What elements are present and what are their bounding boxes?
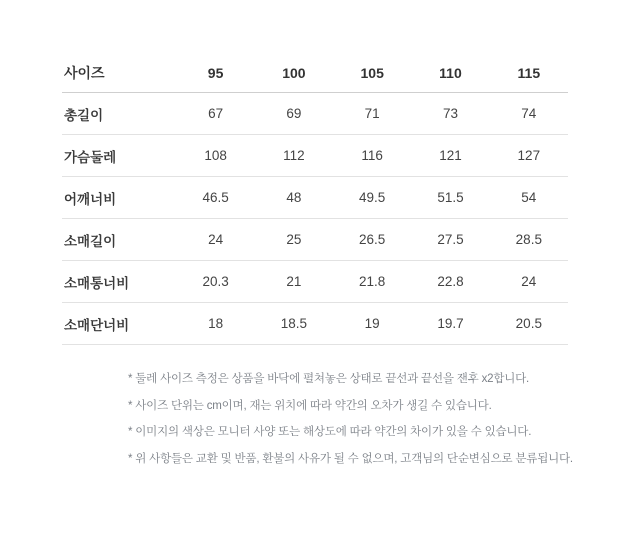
column-header-100: 100 xyxy=(255,54,333,93)
table-corner-header: 사이즈 xyxy=(62,54,176,93)
row-header-sleeve-length: 소매길이 xyxy=(62,219,176,261)
table-row xyxy=(62,261,568,303)
cell-cuff-width-100: 18.5 xyxy=(255,303,333,345)
cell-chest-110: 121 xyxy=(411,135,489,177)
column-header-105: 105 xyxy=(333,54,411,93)
cell-sleeve-length-95: 24 xyxy=(176,219,254,261)
cell-total-length-115: 74 xyxy=(490,93,568,135)
table-row xyxy=(62,93,568,135)
row-header-chest: 가슴둘레 xyxy=(62,135,176,177)
note-unit-tolerance: * 사이즈 단위는 cm이며, 재는 위치에 따라 약간의 오차가 생길 수 있습니다. xyxy=(128,399,492,412)
cell-sleeve-length-105: 26.5 xyxy=(333,219,411,261)
cell-cuff-width-110: 19.7 xyxy=(411,303,489,345)
notes-list xyxy=(128,372,588,478)
note-color-monitor: * 이미지의 색상은 모니터 사양 또는 해상도에 따라 약간의 차이가 있을 수 있습니다. xyxy=(128,426,532,439)
size-table-container xyxy=(62,54,568,345)
note-exchange-policy: * 위 사항들은 교환 및 반품, 환불의 사유가 될 수 없으며, 고객님의 단순변심으로 분류됩니다. xyxy=(128,452,573,465)
row-header-cuff-width: 소매단너비 xyxy=(62,303,176,345)
cell-shoulder-100: 48 xyxy=(255,177,333,219)
cell-sleeve-width-105: 21.8 xyxy=(333,261,411,303)
cell-cuff-width-105: 19 xyxy=(333,303,411,345)
cell-sleeve-width-115: 24 xyxy=(490,261,568,303)
table-row xyxy=(62,135,568,177)
cell-chest-115: 127 xyxy=(490,135,568,177)
row-header-shoulder: 어깨너비 xyxy=(62,177,176,219)
note-measurement-method: * 둘레 사이즈 측정은 상품을 바닥에 펼쳐놓은 상태로 끝선과 끝선을 잰후 x2합니다. xyxy=(128,373,530,385)
cell-sleeve-width-100: 21 xyxy=(255,261,333,303)
cell-chest-95: 108 xyxy=(176,135,254,177)
row-header-total-length: 총길이 xyxy=(62,93,176,135)
table-row xyxy=(62,219,568,261)
table-header xyxy=(62,54,568,93)
cell-chest-105: 116 xyxy=(333,135,411,177)
table-body xyxy=(62,93,568,345)
cell-shoulder-95: 46.5 xyxy=(176,177,254,219)
cell-sleeve-length-115: 28.5 xyxy=(490,219,568,261)
cell-chest-100: 112 xyxy=(255,135,333,177)
cell-shoulder-110: 51.5 xyxy=(411,177,489,219)
table-row xyxy=(62,177,568,219)
column-header-110: 110 xyxy=(411,54,489,93)
cell-sleeve-length-100: 25 xyxy=(255,219,333,261)
cell-total-length-100: 69 xyxy=(255,93,333,135)
table-header-row xyxy=(62,54,568,93)
cell-shoulder-115: 54 xyxy=(490,177,568,219)
cell-sleeve-width-110: 22.8 xyxy=(411,261,489,303)
cell-cuff-width-115: 20.5 xyxy=(490,303,568,345)
cell-sleeve-length-110: 27.5 xyxy=(411,219,489,261)
cell-total-length-105: 71 xyxy=(333,93,411,135)
column-header-95: 95 xyxy=(176,54,254,93)
table-row xyxy=(62,303,568,345)
cell-shoulder-105: 49.5 xyxy=(333,177,411,219)
row-header-sleeve-width: 소매통너비 xyxy=(62,261,176,303)
cell-total-length-110: 73 xyxy=(411,93,489,135)
column-header-115: 115 xyxy=(490,54,568,93)
cell-cuff-width-95: 18 xyxy=(176,303,254,345)
cell-sleeve-width-95: 20.3 xyxy=(176,261,254,303)
cell-total-length-95: 67 xyxy=(176,93,254,135)
size-table xyxy=(62,54,568,345)
